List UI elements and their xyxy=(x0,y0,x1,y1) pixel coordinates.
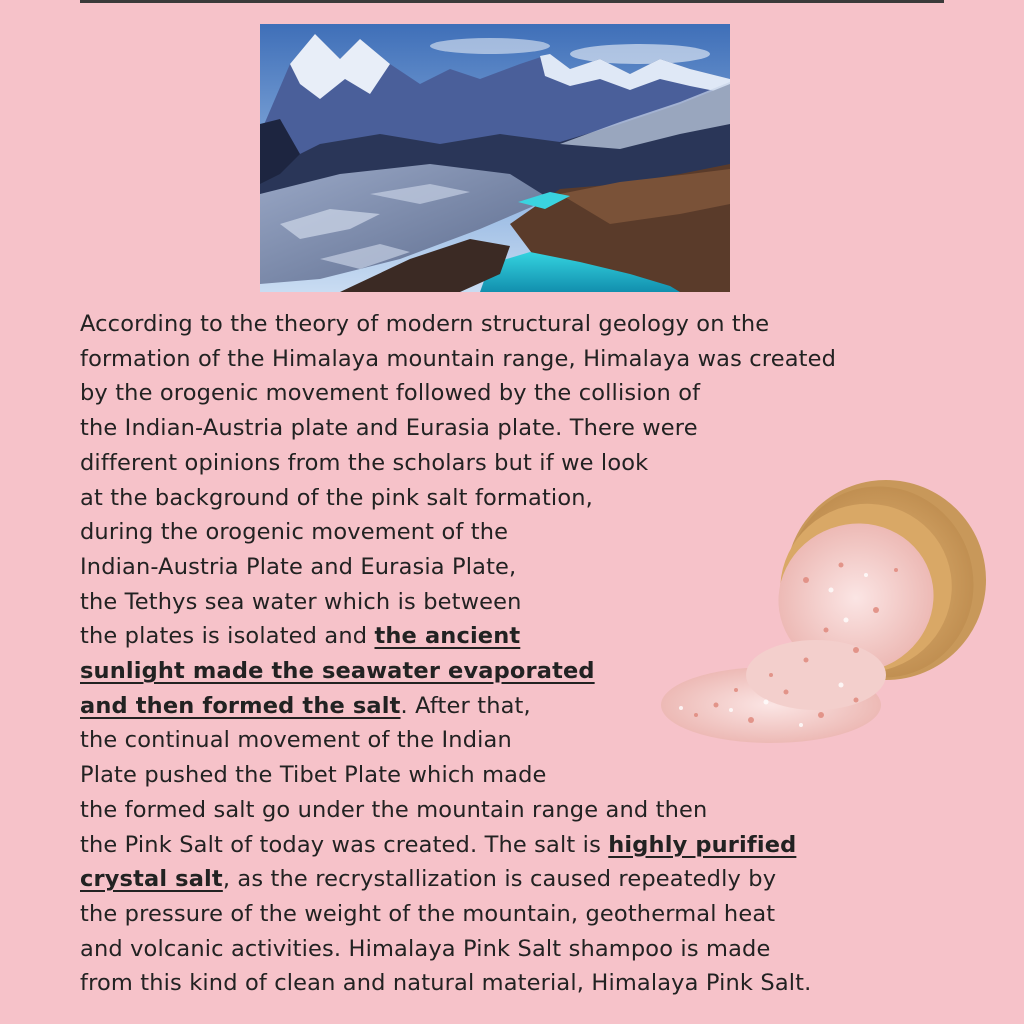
highlighted-phrase: the ancient xyxy=(374,623,521,650)
text-line xyxy=(80,932,980,967)
text-segment: . After that, xyxy=(400,692,531,719)
text-segment: different opinions from the scholars but if we look xyxy=(80,449,649,476)
text-line xyxy=(80,550,980,585)
text-line xyxy=(80,966,980,1001)
text-segment: during the orogenic movement of the xyxy=(80,519,509,546)
highlighted-phrase: sunlight made the seawater evaporated xyxy=(80,658,595,685)
text-segment: Plate pushed the Tibet Plate which made xyxy=(80,762,547,789)
text-line xyxy=(80,862,980,897)
text-line xyxy=(80,689,980,724)
text-segment: Indian-Austria Plate and Eurasia Plate, xyxy=(80,553,517,580)
text-segment: at the background of the pink salt formation, xyxy=(80,484,593,511)
body-paragraph xyxy=(80,307,980,1001)
text-line xyxy=(80,515,980,550)
text-segment: from this kind of clean and natural material, Himalaya Pink Salt. xyxy=(80,970,812,997)
text-segment: According to the theory of modern structural geology on the xyxy=(80,311,770,337)
himalaya-mountains-photo xyxy=(260,24,730,292)
text-segment: the plates is isolated and xyxy=(80,623,375,650)
text-segment: the continual movement of the Indian xyxy=(80,727,512,754)
text-line xyxy=(80,376,980,411)
text-line xyxy=(80,307,980,342)
top-divider xyxy=(80,0,944,3)
highlighted-phrase: highly purified xyxy=(608,831,797,858)
text-line xyxy=(80,585,980,620)
text-segment: the Tethys sea water which is between xyxy=(80,588,522,615)
highlighted-phrase: crystal salt xyxy=(80,866,223,893)
text-segment: , as the recrystallization is caused repeatedly by xyxy=(222,866,777,893)
text-line xyxy=(80,793,980,828)
text-line xyxy=(80,758,980,793)
text-line xyxy=(80,481,980,516)
text-line xyxy=(80,828,980,863)
highlighted-phrase: and then formed the salt xyxy=(80,692,401,719)
text-segment: formation of the Himalaya mountain range, Himalaya was created xyxy=(80,345,837,372)
text-segment: the Indian-Austria plate and Eurasia plate. There were xyxy=(80,415,698,442)
text-line xyxy=(80,411,980,446)
text-segment: the pressure of the weight of the mountain, geothermal heat xyxy=(80,900,776,927)
text-line xyxy=(80,342,980,377)
text-line xyxy=(80,654,980,689)
text-segment: the formed salt go under the mountain range and then xyxy=(80,796,708,823)
text-segment: the Pink Salt of today was created. The salt is xyxy=(80,831,609,858)
text-segment: by the orogenic movement followed by the collision of xyxy=(80,380,701,407)
text-segment: and volcanic activities. Himalaya Pink Salt shampoo is made xyxy=(80,935,771,962)
text-line xyxy=(80,897,980,932)
text-line xyxy=(80,446,980,481)
text-line xyxy=(80,723,980,758)
text-line xyxy=(80,619,980,654)
